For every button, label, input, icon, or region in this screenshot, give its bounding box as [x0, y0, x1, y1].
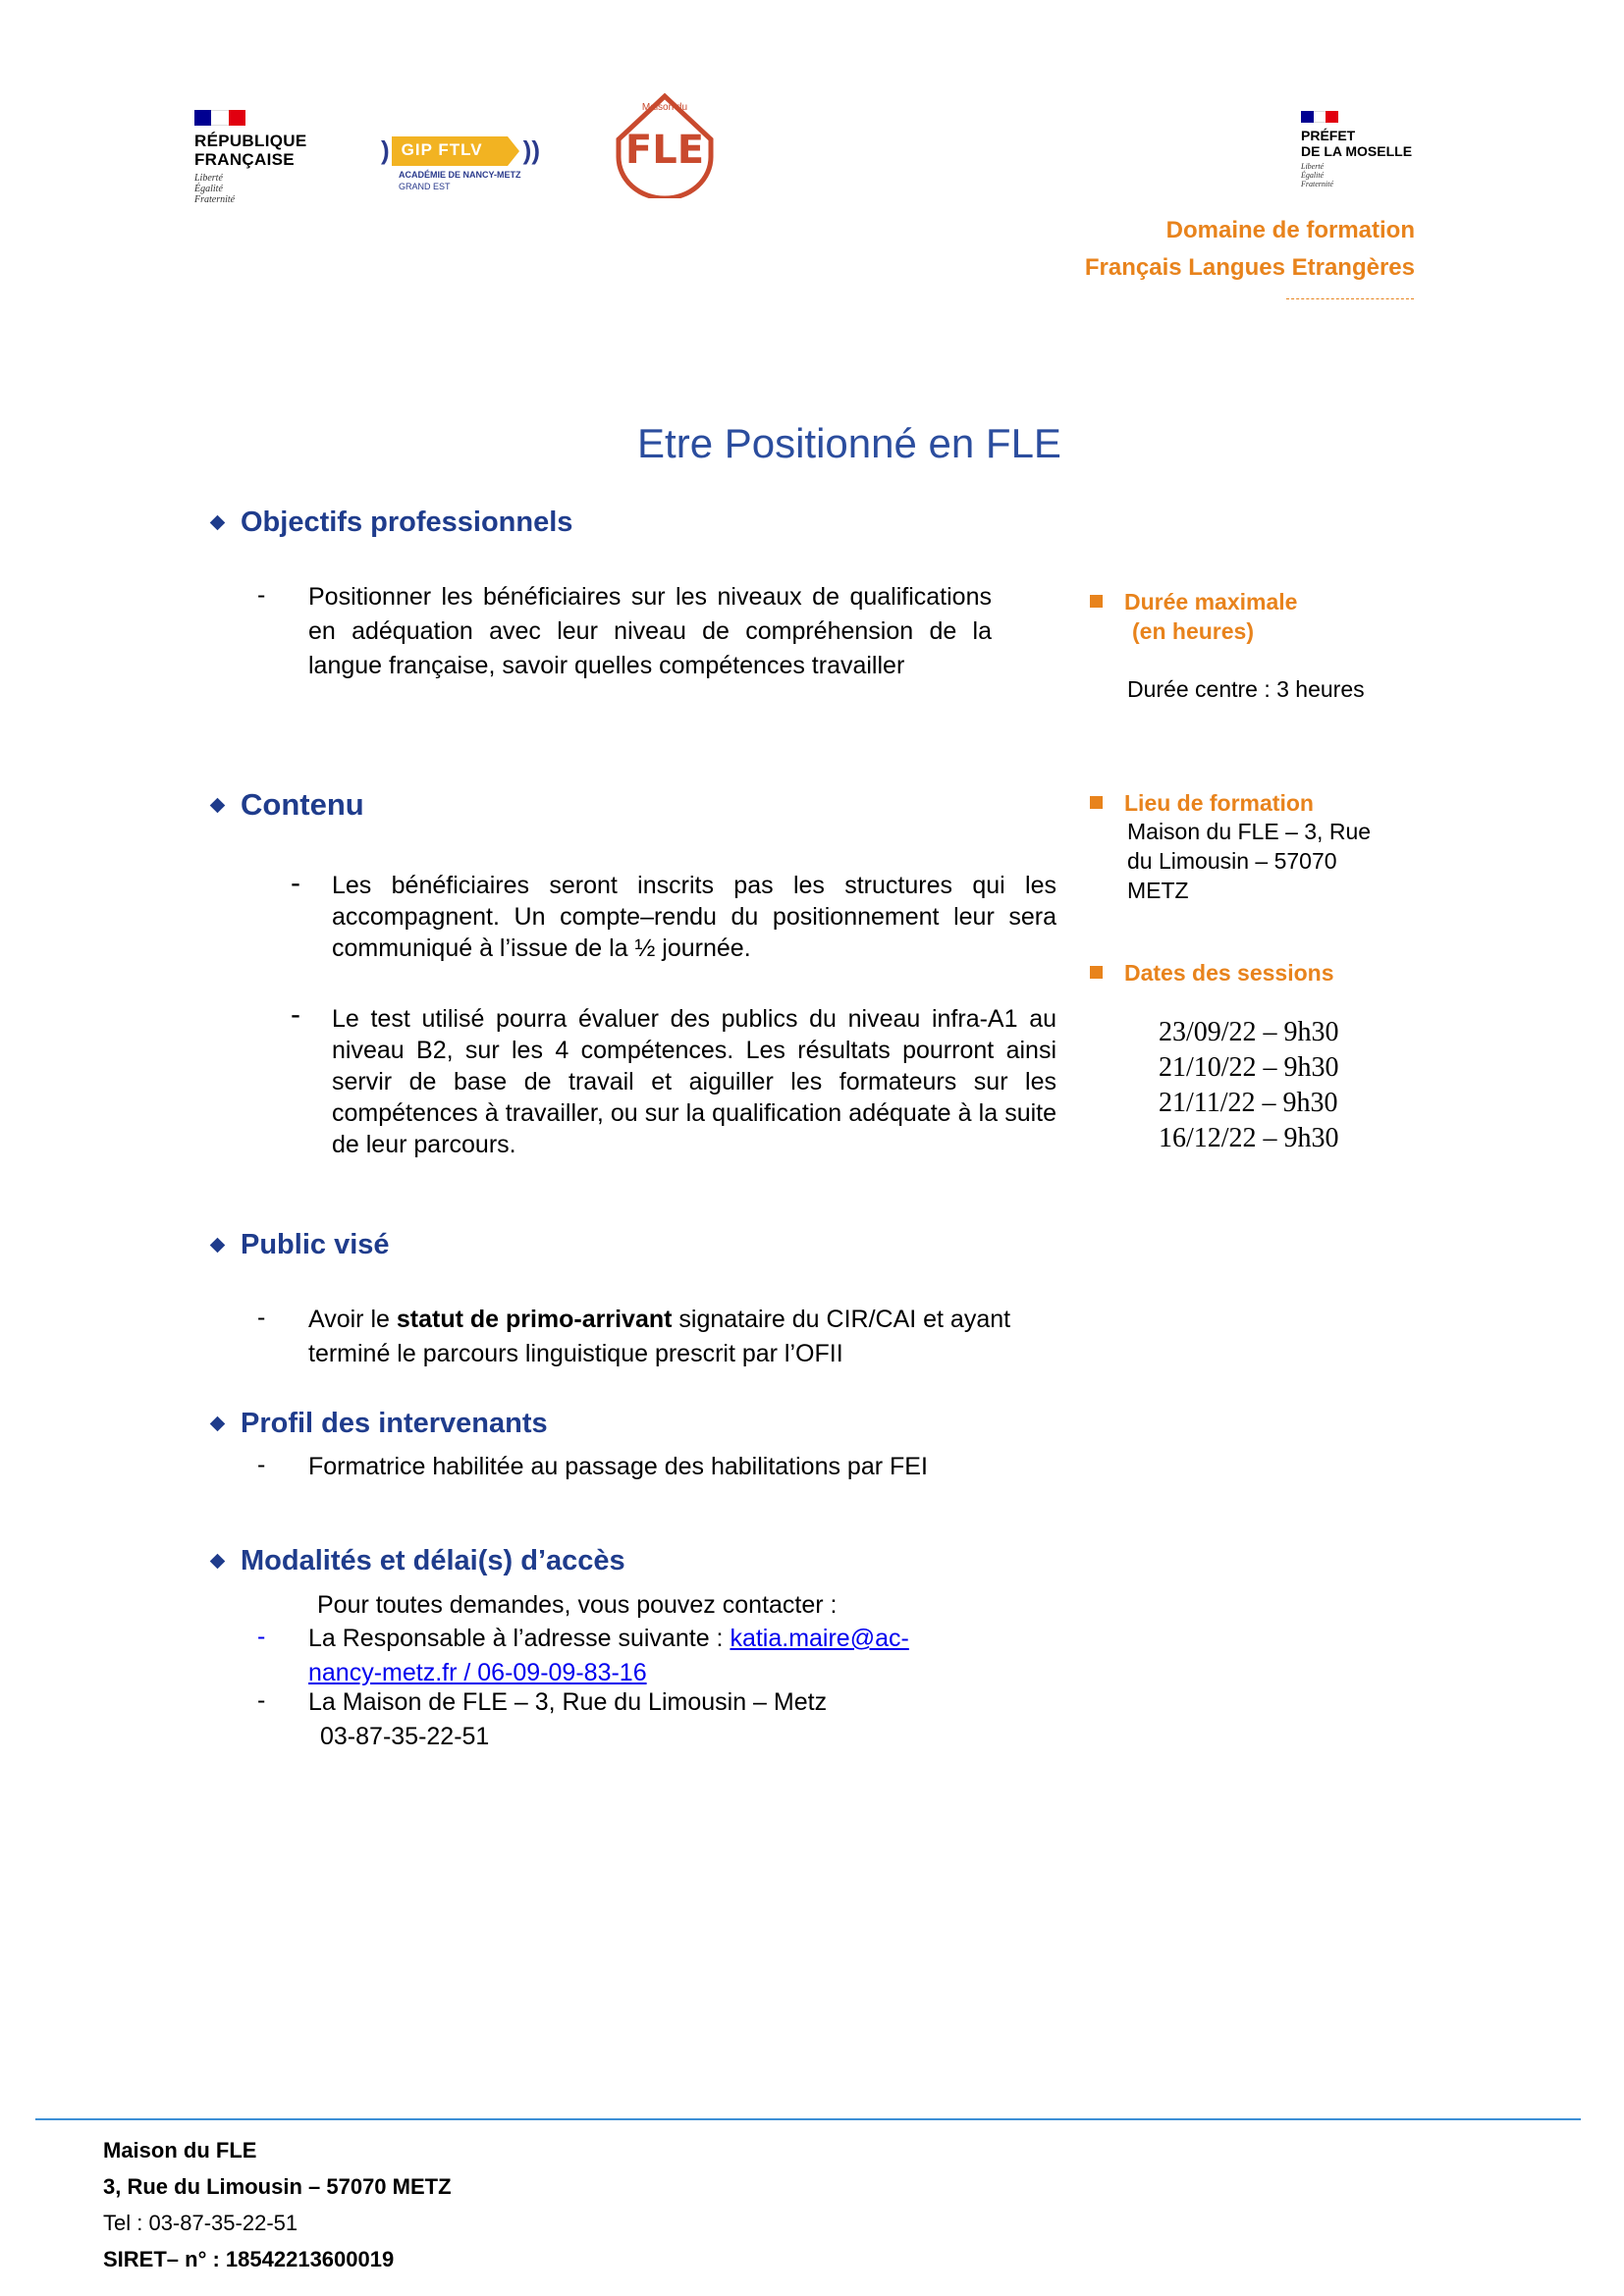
session-date: 16/12/22 – 9h30	[1159, 1123, 1339, 1153]
lieu-line1: Maison du FLE – 3, Rue	[1127, 819, 1372, 844]
duree-text: Durée centre : 3 heures	[1127, 676, 1365, 702]
public-prefix: Avoir le	[308, 1306, 397, 1333]
maison-logo-main: FLE	[624, 128, 705, 173]
left-bracket-icon: )	[381, 135, 390, 165]
prefet-moselle-logo	[1301, 111, 1412, 188]
prefet-motto-3: Fraternité	[1301, 180, 1333, 188]
contenu-heading-text: Contenu	[241, 787, 364, 822]
diamond-bullet-icon	[210, 1238, 226, 1254]
public-heading-text: Public visé	[241, 1229, 390, 1260]
dates-list	[1159, 1015, 1339, 1156]
dash-bullet: -	[257, 1304, 266, 1331]
gip-academie: ACADÉMIE DE NANCY-METZ	[399, 170, 521, 180]
dates-heading-text: Dates des sessions	[1124, 960, 1334, 986]
gip-grand-est: GRAND EST	[399, 182, 451, 191]
section-heading-contenu	[208, 787, 364, 823]
republique-francaise-logo	[194, 110, 306, 205]
section-heading-objectifs	[208, 507, 572, 539]
sidebar-duree-heading	[1090, 587, 1297, 646]
gip-logo-text: GIP FTLV	[401, 139, 483, 159]
lieu-line2: du Limousin – 57070	[1127, 848, 1337, 874]
domain-line2: Français Langues Etrangères	[1084, 254, 1415, 281]
republique-line1: RÉPUBLIQUE	[194, 132, 307, 150]
motto-egalite: Égalité	[194, 184, 223, 194]
modalites-intro: Pour toutes demandes, vous pouvez contacter :	[317, 1591, 838, 1619]
lieu-address	[1127, 817, 1371, 905]
maison-address: La Maison de FLE – 3, Rue du Limousin – Metz	[308, 1688, 828, 1716]
diamond-bullet-icon	[210, 797, 226, 813]
email-phone-link-cont[interactable]: nancy-metz.fr / 06-09-09-83-16	[308, 1659, 647, 1686]
objectifs-heading-text: Objectifs professionnels	[241, 507, 573, 538]
prefet-line2: DE LA MOSELLE	[1301, 143, 1413, 159]
domain-block	[826, 212, 1415, 287]
maison-phone: 03-87-35-22-51	[320, 1723, 490, 1750]
footer-name: Maison du FLE	[103, 2138, 257, 2163]
session-date: 21/10/22 – 9h30	[1159, 1052, 1339, 1083]
page-title: Etre Positionné en FLE	[637, 420, 1061, 466]
square-bullet-icon	[1090, 595, 1103, 608]
email-phone-link[interactable]: katia.maire@ac-	[730, 1625, 909, 1652]
dash-bullet: -	[257, 1623, 266, 1650]
duree-heading-1: Durée maximale	[1124, 589, 1298, 614]
diamond-bullet-icon	[210, 515, 226, 531]
public-bold: statut de primo-arrivant	[396, 1306, 673, 1333]
domain-line1: Domaine de formation	[1165, 217, 1415, 243]
dash-bullet: -	[291, 867, 300, 899]
prefet-motto-1: Liberté	[1301, 162, 1325, 171]
profil-item: Formatrice habilitée au passage des habilitations par FEI	[308, 1453, 928, 1480]
motto-fraternite: Fraternité	[194, 194, 236, 205]
footer-address: 3, Rue du Limousin – 57070 METZ	[103, 2174, 452, 2199]
section-heading-profil	[208, 1408, 548, 1440]
lieu-line3: METZ	[1127, 878, 1189, 903]
sidebar-lieu-heading	[1090, 788, 1314, 818]
public-item	[308, 1303, 1055, 1371]
dash-bullet: -	[291, 998, 300, 1031]
gip-ftlv-logo	[381, 135, 548, 191]
footer-siret: SIRET– n° : 18542213600019	[103, 2247, 395, 2271]
footer-tel: Tel : 03-87-35-22-51	[103, 2211, 298, 2235]
dash-bullet: -	[257, 1686, 266, 1714]
prefet-motto-2: Égalité	[1301, 171, 1325, 180]
modalites-item-1	[308, 1622, 1015, 1690]
profil-heading-text: Profil des intervenants	[241, 1408, 548, 1439]
domain-divider	[1286, 298, 1414, 299]
footer-rule	[35, 2118, 1581, 2120]
objectifs-item: Positionner les bénéficiaires sur les niveaux de qualifications en adéquation avec leur niveau de compréhension de la langue française, savoir quelles compétences travailler	[308, 583, 992, 679]
modalites-item-2	[308, 1685, 827, 1754]
section-heading-public	[208, 1229, 390, 1261]
dash-bullet: -	[257, 1451, 266, 1478]
diamond-bullet-icon	[210, 1416, 226, 1432]
maison-du-fle-logo	[611, 88, 719, 198]
sidebar-dates-heading	[1090, 958, 1334, 988]
public-suffix: signataire du CIR/CAI et ayant terminé le parcours linguistique prescrit par l’OFII	[308, 1306, 1011, 1367]
session-date: 21/11/22 – 9h30	[1159, 1088, 1338, 1118]
french-flag-icon	[194, 110, 245, 126]
modalites-heading-text: Modalités et délai(s) d’accès	[241, 1545, 625, 1576]
gip-badge	[392, 136, 519, 166]
section-heading-modalites	[208, 1545, 625, 1577]
contenu-item-1: Les bénéficiaires seront inscrits pas les structures qui les accompagnent. Un compte–rendu du positionnement leur sera communiqué à l’issue de la ½ journée.	[332, 872, 1056, 962]
right-bracket-icon: ))	[522, 135, 540, 165]
session-date: 23/09/22 – 9h30	[1159, 1017, 1339, 1047]
prefet-flag-icon	[1301, 111, 1338, 123]
dash-bullet: -	[257, 581, 266, 609]
square-bullet-icon	[1090, 966, 1103, 979]
contenu-item-2: Le test utilisé pourra évaluer des publics du niveau infra-A1 au niveau B2, sur les 4 compétences. Les résultats pourront ainsi servir de base de travail et aiguiller les formateurs sur les compétences à travailler, ou sur la qualification adéquate à la suite de leur parcours.	[332, 1005, 1056, 1158]
republique-line2: FRANÇAISE	[194, 150, 295, 169]
lieu-heading-text: Lieu de formation	[1124, 790, 1314, 816]
duree-heading-2: (en heures)	[1132, 618, 1254, 644]
footer	[103, 2132, 452, 2277]
maison-logo-top: Maison du	[641, 102, 688, 113]
diamond-bullet-icon	[210, 1554, 226, 1570]
motto-liberte: Liberté	[194, 173, 223, 184]
responsable-prefix: La Responsable à l’adresse suivante :	[308, 1625, 731, 1652]
square-bullet-icon	[1090, 796, 1103, 809]
prefet-line1: PRÉFET	[1301, 128, 1356, 143]
